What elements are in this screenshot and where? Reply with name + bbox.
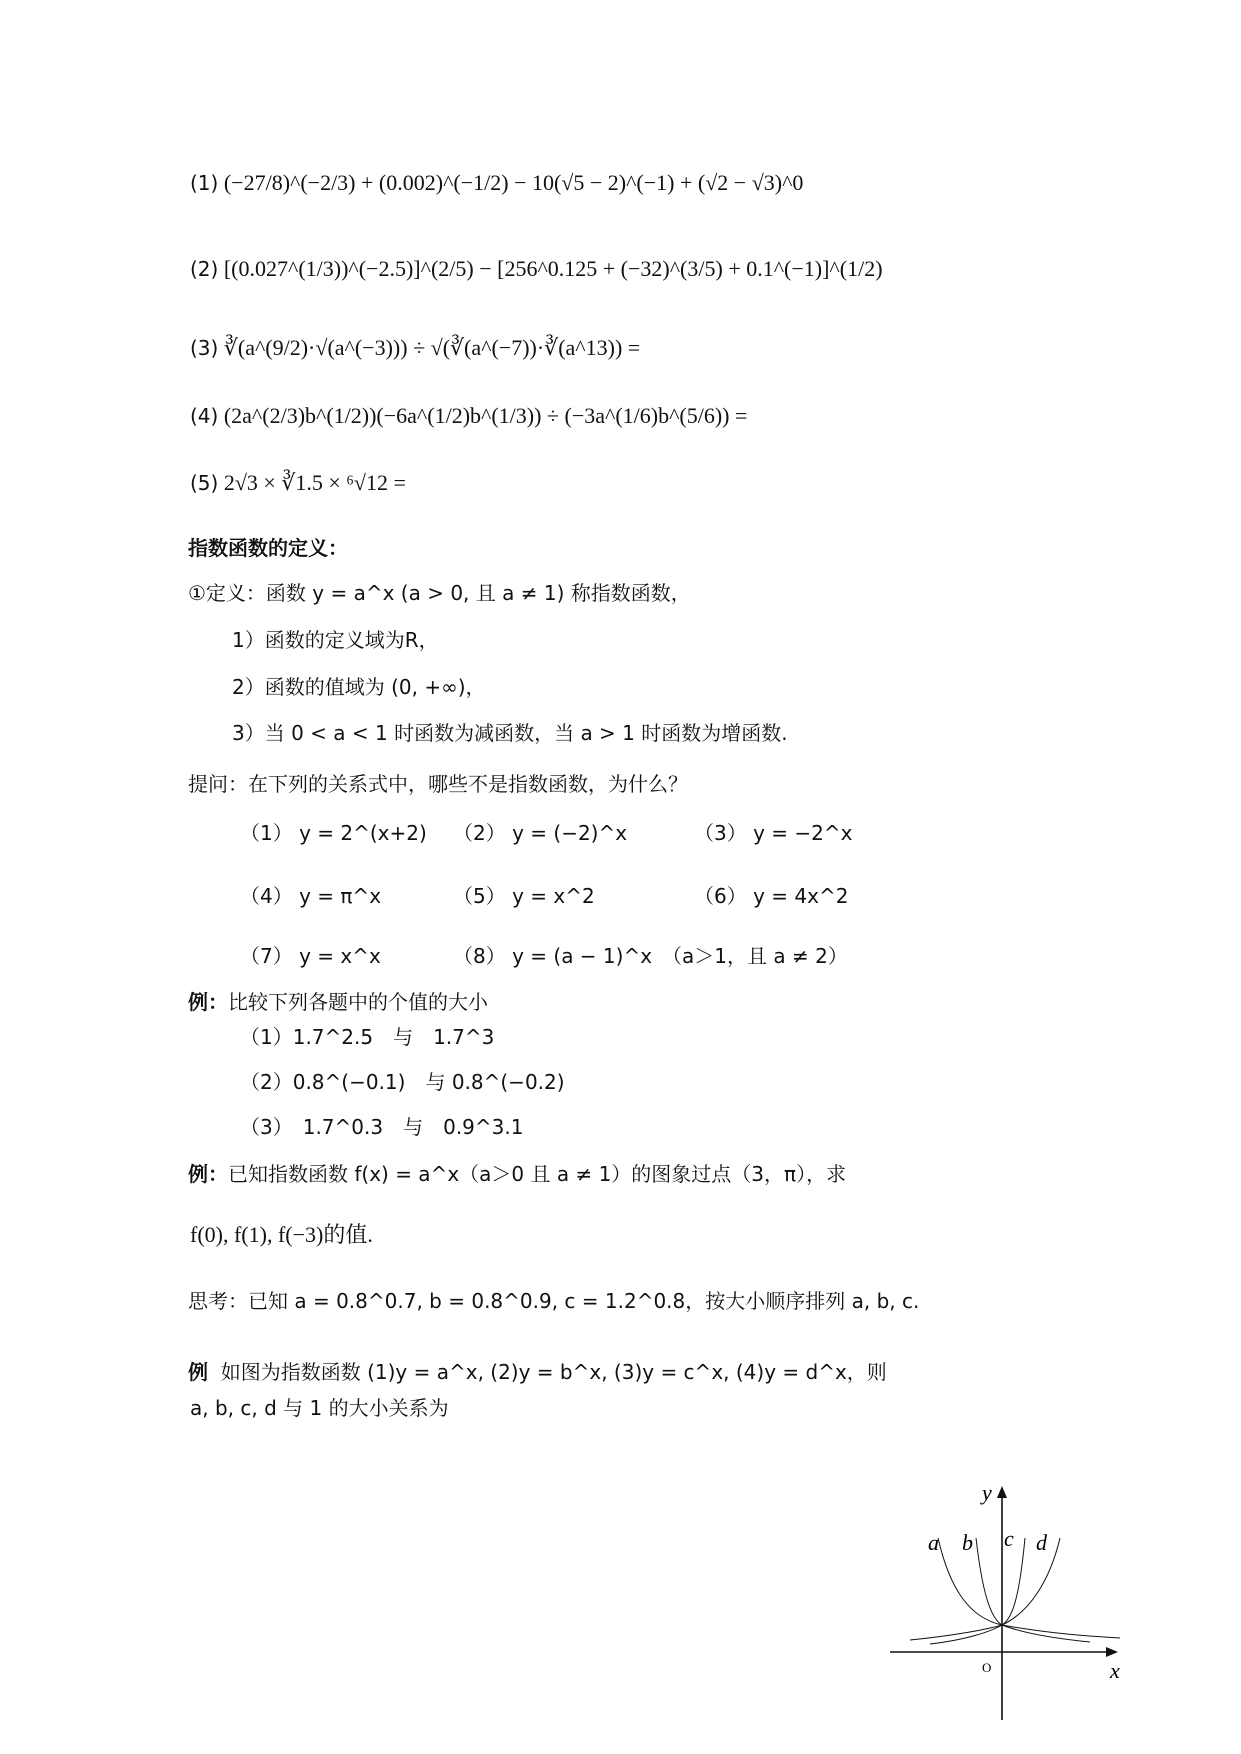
question-item-3: （3） y = −2^x (694, 821, 853, 845)
think-line: 思考：已知 a = 0.8^0.7, b = 0.8^0.9, c = 1.2^0.8，按大小顺序排列 a, b, c. (188, 1289, 920, 1313)
y-axis-label: y (982, 1480, 992, 1505)
example-1-item-2: （2）0.8^(−0.1) 与 0.8^(−0.2) (240, 1070, 565, 1094)
origin-label: O (982, 1660, 992, 1675)
question-item-7: （7） y = x^x (240, 944, 381, 968)
problem-1-label: (1) (190, 171, 219, 195)
exponential-graph (890, 1480, 1130, 1720)
curve-c-label: c (1004, 1526, 1014, 1551)
question-item-2: （2） y = (−2)^x (453, 821, 628, 845)
example-1-text: 比较下列各题中的个值的大小 (228, 990, 488, 1014)
curve-a-label: a (928, 1530, 939, 1555)
problem-4-label: (4) (190, 404, 219, 428)
problem-4 (190, 405, 747, 427)
problem-3 (190, 337, 640, 359)
problem-3-expr: ∛(a^(9/2)·√(a^(−3))) ÷ √(∛(a^(−7))·∛(a^13)) = (223, 335, 641, 360)
question-item-5: （5） y = x^2 (453, 884, 595, 908)
problem-3-label: (3) (190, 336, 219, 360)
x-axis-label: x (1110, 1658, 1120, 1683)
problem-5-expr: 2√3 × ∛1.5 × ⁶√12 = (223, 470, 406, 495)
question-item-6: （6） y = 4x^2 (694, 884, 849, 908)
example-2-intro (188, 1164, 846, 1184)
definition-heading: 指数函数的定义： (188, 536, 348, 560)
curve-b (976, 1538, 1090, 1642)
example-3-intro (188, 1362, 887, 1382)
problem-2-expr: [(0.027^(1/3))^(−2.5)]^(2/5) − [256^0.125 + (−32)^(3/5) + 0.1^(−1)]^(1/2) (223, 256, 883, 281)
problem-5-label: (5) (190, 471, 219, 495)
example-2-continuation: f(0), f(1), f(−3)的值. (190, 1222, 373, 1247)
example-3-continuation: a, b, c, d 与 1 的大小关系为 (190, 1396, 449, 1420)
problem-1-expr: (−27/8)^(−2/3) + (0.002)^(−1/2) − 10(√5 − 2)^(−1) + (√2 − √3)^0 (223, 170, 804, 195)
curve-d-label: d (1036, 1530, 1047, 1555)
example-2-text: 已知指数函数 f(x) = a^x（a＞0 且 a ≠ 1）的图象过点（3，π），求 (228, 1162, 847, 1186)
question-item-1: （1） y = 2^(x+2) (240, 821, 427, 845)
definition-item-3: 3）当 0 < a < 1 时函数为减函数，当 a > 1 时函数为增函数. (232, 721, 788, 745)
x-axis-arrow (1106, 1647, 1118, 1657)
definition-item-2: 2）函数的值域为 (0, +∞)， (232, 675, 486, 699)
example-1-intro (188, 992, 488, 1012)
problem-1 (190, 172, 803, 194)
example-3-label: 例 (188, 1360, 208, 1384)
problem-2-label: (2) (190, 257, 219, 281)
example-1-label: 例： (188, 990, 228, 1014)
example-3-text: 如图为指数函数 (1)y = a^x, (2)y = b^x, (3)y = c^x, (4)y = d^x，则 (220, 1360, 887, 1384)
example-2-label: 例： (188, 1162, 228, 1186)
definition-item-1: 1）函数的定义域为R， (232, 628, 439, 652)
question-item-8: （8） y = (a − 1)^x （a＞1，且 a ≠ 2） (453, 944, 848, 968)
question-prompt: 提问：在下列的关系式中，哪些不是指数函数，为什么？ (188, 772, 688, 796)
curve-b-label: b (962, 1530, 973, 1555)
problem-5 (190, 472, 406, 494)
y-axis-arrow (997, 1486, 1007, 1498)
question-item-4: （4） y = π^x (240, 884, 382, 908)
problem-2 (190, 258, 883, 280)
problem-4-expr: (2a^(2/3)b^(1/2))(−6a^(1/2)b^(1/3)) ÷ (−3a^(1/6)b^(5/6)) = (223, 403, 748, 428)
example-1-item-1: （1）1.7^2.5 与 1.7^3 (240, 1025, 495, 1049)
example-1-item-3: （3） 1.7^0.3 与 0.9^3.1 (240, 1115, 524, 1139)
definition-line: ①定义：函数 y = a^x (a > 0, 且 a ≠ 1) 称指数函数， (188, 581, 691, 605)
